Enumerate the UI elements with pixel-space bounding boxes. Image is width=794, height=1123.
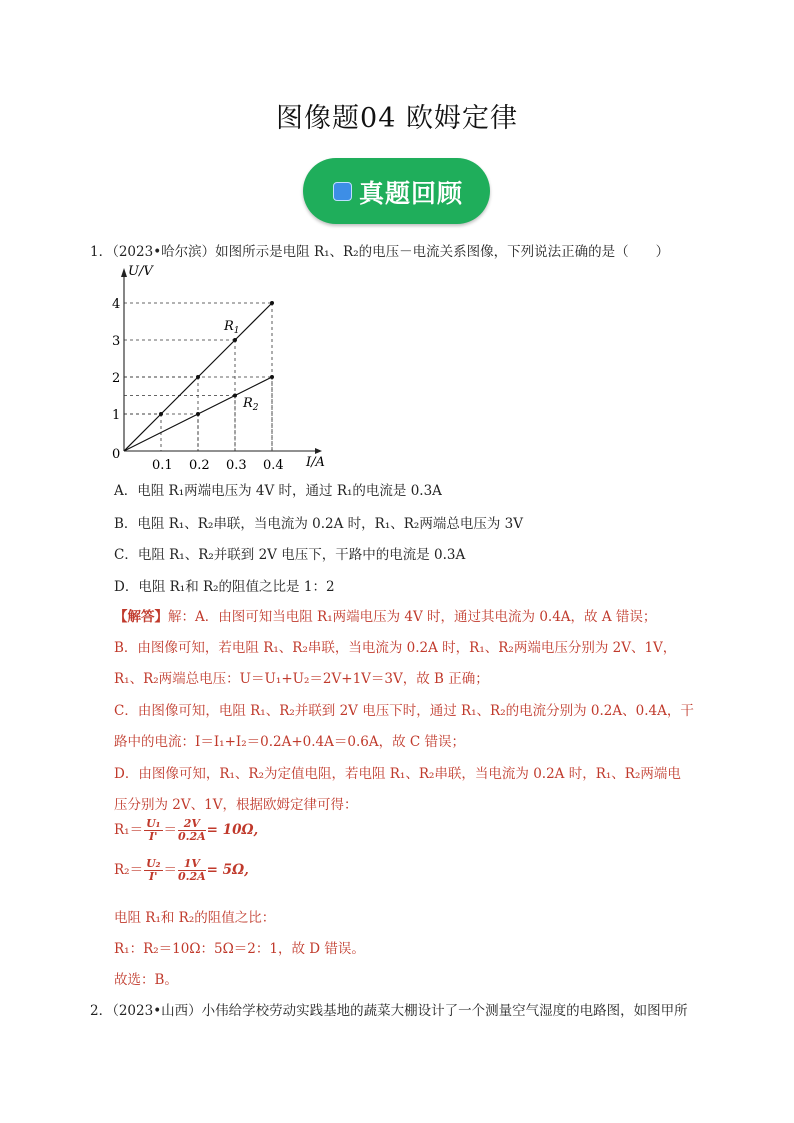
x-axis-arrow — [315, 448, 322, 454]
answer-choice: 故选：B。 — [114, 972, 178, 988]
option-c: C．电阻 R₁、R₂并联到 2V 电压下，干路中的电流是 0.3A — [114, 547, 466, 563]
option-b: B．电阻 R₁、R₂串联，当电流为 0.2A 时，R₁、R₂两端总电压为 3V — [114, 516, 523, 532]
question-2-stem: 2．（2023•山西）小伟给学校劳动实践基地的蔬菜大棚设计了一个测量空气湿度的电路图，如图甲所 — [90, 1003, 688, 1019]
answer-line-1: B．由图像可知，若电阻 R₁、R₂串联，当电流为 0.2A 时，R₁、R₂两端电压分别为 2V、1V， — [114, 640, 677, 656]
y-axis-arrow — [121, 268, 127, 277]
data-point-r1 — [233, 338, 237, 342]
series-label-r1: $R_1$ — [224, 319, 240, 336]
page-title: 图像题04 欧姆定律 — [276, 103, 518, 134]
y-axis-label: U/V — [128, 264, 153, 279]
data-point-r2 — [270, 375, 274, 379]
x-tick-label: 0.2 — [189, 458, 210, 473]
y-tick-label: 3 — [112, 334, 121, 349]
data-point-r1 — [159, 412, 163, 416]
data-point-r2 — [233, 394, 237, 398]
y-tick-label: 2 — [112, 371, 121, 386]
answer-line-0: 【解答】解：A．由图可知当电阻 R₁两端电压为 4V 时，通过其电流为 0.4A，故 A 错误； — [114, 609, 657, 625]
answer-line-4: 路中的电流：I＝I₁+I₂＝0.2A+0.4A＝0.6A，故 C 错误； — [114, 734, 466, 750]
answer-ratio-label: 电阻 R₁和 R₂的阻值之比： — [114, 910, 276, 926]
answer-ratio: R₁：R₂＝10Ω：5Ω＝2：1，故 D 错误。 — [114, 941, 365, 957]
origin-label: 0 — [112, 447, 121, 462]
equation-r1: R₁＝ $\frac{\text{U₁}}{I'}$ ＝ $\frac{2V}{0.2A}$ = 10Ω, — [114, 817, 259, 843]
x-tick-label: 0.1 — [152, 458, 173, 473]
data-point-r2 — [196, 412, 200, 416]
option-d: D．电阻 R₁和 R₂的阻值之比是 1：2 — [114, 579, 335, 595]
x-tick-label: 0.3 — [226, 458, 247, 473]
series-label-r2: $R_2$ — [243, 396, 259, 413]
answer-line-5: D．由图像可知，R₁、R₂为定值电阻，若电阻 R₁、R₂串联，当电流为 0.2A 时，R₁、R₂两端电 — [114, 766, 681, 782]
section-badge — [303, 158, 490, 224]
data-point-r1 — [196, 375, 200, 379]
chart-icon — [333, 182, 352, 201]
data-point-r1 — [270, 301, 274, 305]
option-a: A．电阻 R₁两端电压为 4V 时，通过 R₁的电流是 0.3A — [114, 483, 442, 499]
answer-line-6: 压分别为 2V、1V，根据欧姆定律可得： — [114, 797, 358, 813]
u-i-chart — [100, 262, 340, 477]
x-tick-label: 0.4 — [263, 458, 284, 473]
question-1-stem: 1．（2023•哈尔滨）如图所示是电阻 R₁、R₂的电压－电流关系图像，下列说法正确的是（ ） — [90, 244, 670, 260]
x-axis-label: I/A — [306, 455, 325, 470]
answer-line-2: R₁、R₂两端总电压：U＝U₁+U₂＝2V+1V＝3V，故 B 正确； — [114, 671, 489, 687]
answer-tag: 【解答】 — [114, 609, 168, 625]
badge-label: 真题回顾 — [359, 179, 464, 208]
y-tick-label: 4 — [112, 297, 121, 312]
equation-r2: R₂＝ $\frac{\text{U₂}}{I'}$ ＝ $\frac{1V}{0.2A}$ = 5Ω, — [114, 857, 249, 883]
answer-line-3: C．由图像可知，电阻 R₁、R₂并联到 2V 电压下时，通过 R₁、R₂的电流分别为 0.2A、0.4A，干 — [114, 703, 694, 719]
y-tick-label: 1 — [112, 408, 121, 423]
